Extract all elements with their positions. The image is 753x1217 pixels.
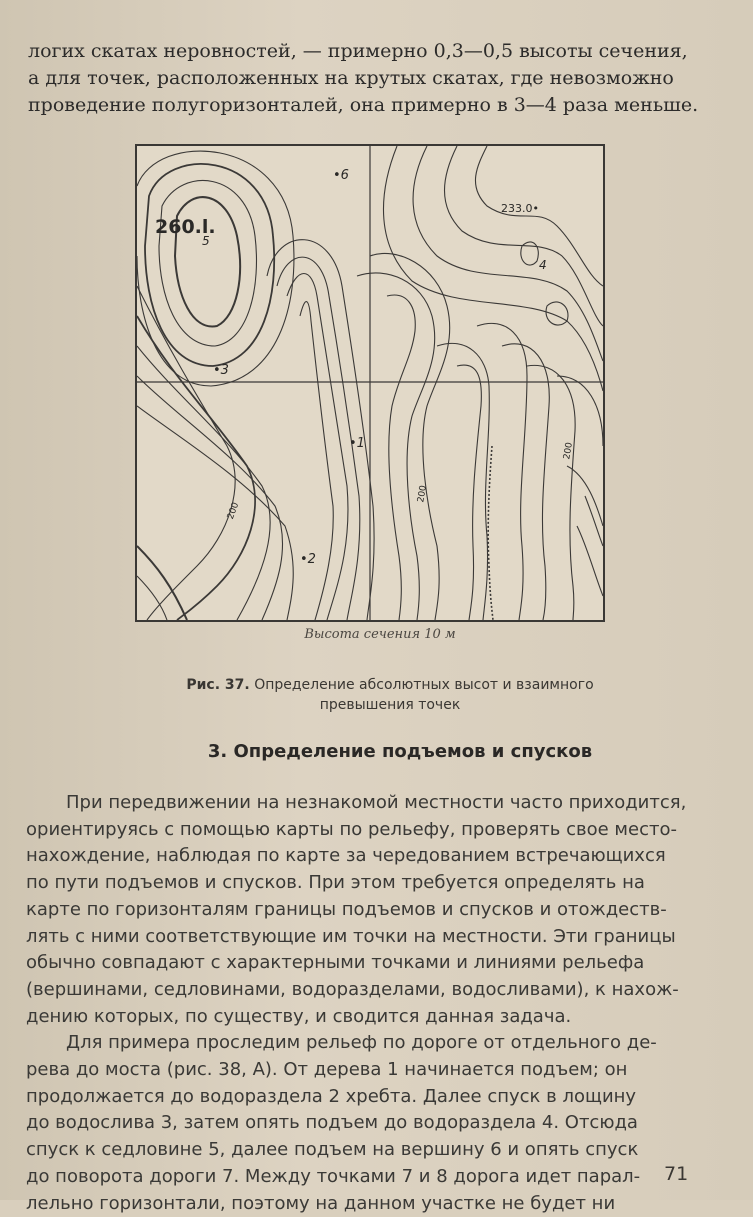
text-line: лять с ними соответствующие им точки на местности. Эти границы (26, 925, 676, 947)
figure-caption (130, 675, 650, 715)
text-line: лельно горизонтали, поэтому на данном участке не будет ни (26, 1192, 616, 1214)
text-line: обычно совпадают с характерными точками и линиями рельефа (26, 952, 645, 974)
point-2-label: •2 (300, 552, 316, 567)
top-paragraph (28, 38, 708, 119)
section-title: 3. Определение подъемов и спусков (207, 741, 593, 762)
elevation-233-label: 233.0• (501, 202, 539, 215)
figure-caption-line: превышения точек (319, 697, 461, 713)
text-line: до поворота дороги 7. Между точками 7 и 8 дорога идет парал- (26, 1165, 641, 1187)
text-line: рева до моста (рис. 38, А). От дерева 1 начинается подъем; он (26, 1059, 628, 1081)
text-line: ориентируясь с помощью карты по рельефу, проверять свое место- (26, 818, 677, 840)
text-line: спуск к седловине 5, далее подъем на вершину 6 и опять спуск (26, 1139, 639, 1161)
text-line: а для точек, расположенных на крутых скатах, где невозможно (28, 67, 674, 89)
text-line: продолжается до водораздела 2 хребта. Далее спуск в лощину (26, 1085, 637, 1107)
point-4-label: 4 (539, 258, 547, 272)
figure-label: Рис. 37. (186, 677, 250, 693)
text-line: карте по горизонталям границы подъемов и спусков и отождеств- (26, 898, 667, 920)
contour-200-label: 200 (562, 441, 576, 461)
topographic-map (135, 144, 605, 622)
point-6-label: •6 (333, 168, 349, 183)
point-1-label: •1 (349, 436, 365, 451)
text-line: проведение полугоризонталей, она примерно в 3—4 раза меньше. (28, 94, 699, 116)
body-text (26, 790, 716, 1217)
point-3-label: •3 (213, 363, 229, 378)
point-5-label: 5 (202, 234, 210, 248)
text-line: нахождение, наблюдая по карте за чередованием встречающихся (26, 845, 666, 867)
figure-caption-line: Определение абсолютных высот и взаимного (254, 677, 594, 693)
contour-200-label: 200 (416, 484, 430, 504)
text-line: по пути подъемов и спусков. При этом требуется определять на (26, 872, 645, 894)
section-height-caption: Высота сечения 10 м (304, 627, 456, 642)
page-number: 71 (664, 1163, 689, 1185)
text-line: При передвижении на незнакомой местности часто приходится, (66, 792, 687, 813)
elevation-260-label: 260.l. (155, 216, 216, 238)
contour-200-label: 200 (225, 501, 242, 521)
text-line: дению которых, по существу, и сводится данная задача. (26, 1005, 572, 1027)
text-line: (вершинами, седловинами, водоразделами, водосливами), к нахож- (26, 978, 679, 1000)
text-line: логих скатах неровностей, — примерно 0,3—0,5 высоты сечения, (28, 40, 688, 62)
text-line: Для примера проследим рельеф по дороге от отдельного де- (66, 1032, 657, 1054)
text-line: до водослива 3, затем опять подъем до водораздела 4. Отсюда (26, 1112, 638, 1134)
